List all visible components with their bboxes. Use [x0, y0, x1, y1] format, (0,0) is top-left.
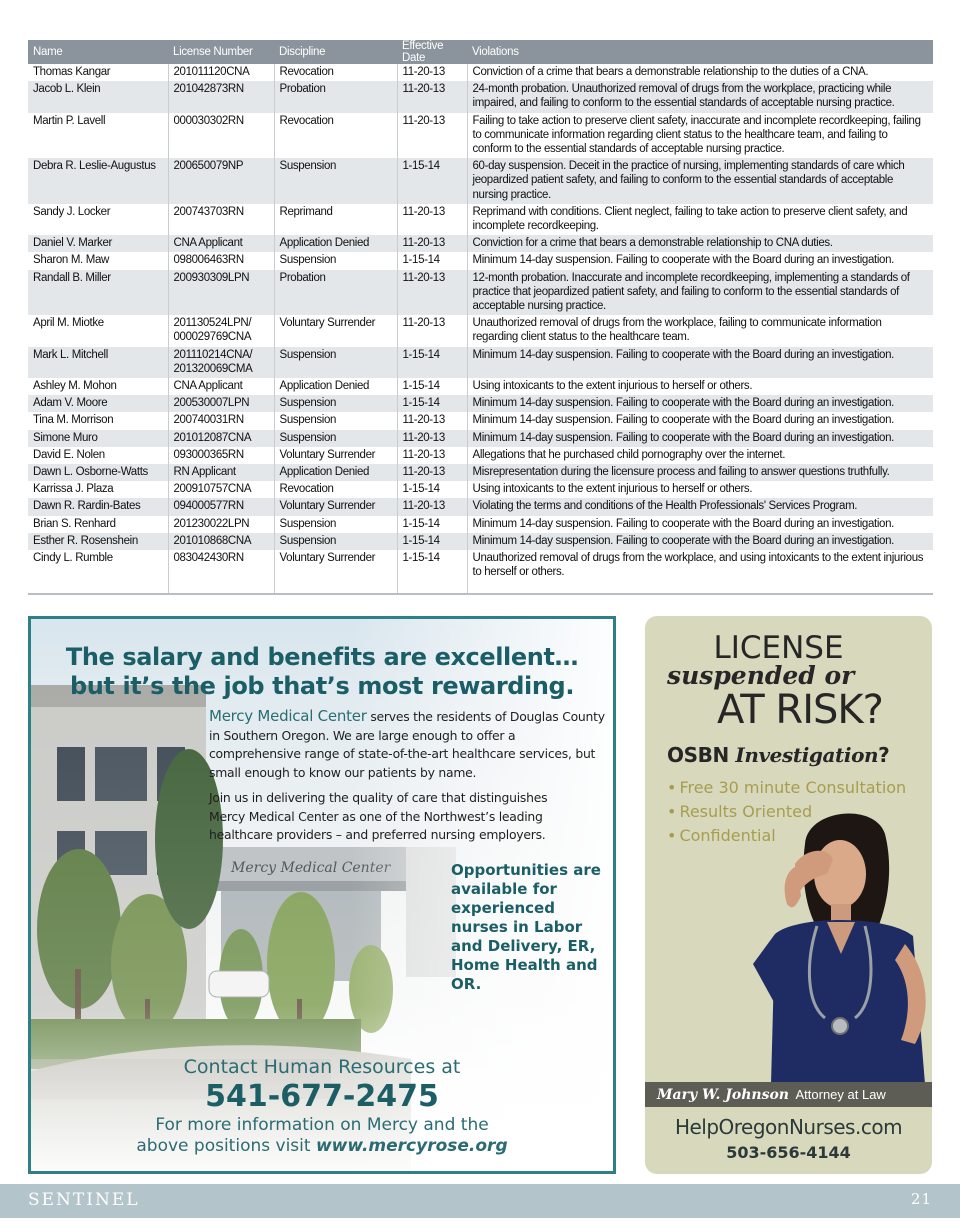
cell-effective-date: 1-15-14 — [397, 516, 467, 533]
cell-effective-date: 1-15-14 — [397, 550, 467, 593]
stressed-nurse-photo — [735, 804, 932, 1084]
cell-name: Ashley M. Mohon — [28, 378, 168, 395]
attorney-website-link[interactable]: HelpOregonNurses.com — [674, 1115, 903, 1139]
benefit-confidential: • Confidential — [667, 824, 906, 848]
cell-discipline: Voluntary Surrender — [274, 447, 397, 464]
cell-effective-date: 11-20-13 — [397, 64, 467, 81]
cell-discipline: Voluntary Surrender — [274, 315, 397, 346]
cell-name: Brian S. Renhard — [28, 516, 168, 533]
cell-violation: Conviction for a crime that bears a demonstrable relationship to CNA duties. — [467, 235, 933, 252]
cell-license-number: CNA Applicant — [168, 378, 274, 395]
table-row — [28, 64, 933, 81]
column-header-discipline: Discipline — [274, 40, 397, 64]
cell-discipline: Probation — [274, 270, 397, 316]
attorney-name: Mary W. Johnson — [657, 1087, 789, 1103]
cell-effective-date: 1-15-14 — [397, 347, 467, 378]
cell-license-number: 083042430RN — [168, 550, 274, 593]
cell-license-number: 200743703RN — [168, 204, 274, 235]
table-row — [28, 447, 933, 464]
osbn-investigation-heading — [667, 742, 889, 768]
contact-label: Contact Human Resources at — [183, 1056, 461, 1078]
cell-effective-date: 1-15-14 — [397, 395, 467, 412]
cell-violation: Minimum 14-day suspension. Failing to cooperate with the Board during an investigation. — [472, 517, 894, 530]
table-row — [28, 235, 933, 252]
discipline-table-section — [28, 40, 933, 595]
mercy-medical-ad — [28, 616, 616, 1174]
mercy-info-line-1: For more information on Mercy and the — [155, 1115, 489, 1135]
mercy-info-prefix: above positions visit — [136, 1136, 316, 1156]
cell-effective-date: 11-20-13 — [397, 315, 467, 346]
table-header — [28, 40, 933, 64]
cell-name: Mark L. Mitchell — [28, 347, 168, 378]
table-row — [28, 550, 933, 593]
cell-discipline: Suspension — [274, 412, 397, 429]
cell-license-number: 200910757CNA — [168, 481, 274, 498]
cell-license-number: 201042873RN — [168, 81, 274, 112]
cell-violation: Minimum 14-day suspension. Failing to cooperate with the Board during an investigation. — [472, 414, 894, 427]
cell-violation: Minimum 14-day suspension. Failing to cooperate with the Board during an investigation. — [467, 533, 933, 550]
cell-name: Esther R. Rosenshein — [28, 533, 168, 550]
cell-license-number: 093000365RN — [168, 447, 274, 464]
cell-discipline: Application Denied — [274, 378, 397, 395]
table-row — [28, 412, 933, 429]
cell-name: Tina M. Morrison — [28, 412, 168, 429]
table-row — [28, 533, 933, 550]
cell-discipline: Suspension — [274, 533, 397, 550]
cell-discipline: Application Denied — [274, 235, 397, 252]
cell-license-number: 200530007LPN — [168, 395, 274, 412]
table-row — [28, 481, 933, 498]
cell-effective-date: 11-20-13 — [397, 498, 467, 515]
cell-violation: Unauthorized removal of drugs from the workplace, failing to communicate information regarding client status to the healthcare team. — [472, 317, 882, 344]
cell-name: Adam V. Moore — [28, 395, 168, 412]
cell-name: Karrissa J. Plaza — [28, 481, 168, 498]
cell-name: Daniel V. Marker — [28, 235, 168, 252]
cell-discipline: Suspension — [274, 347, 397, 378]
cell-license-number: 098006463RN — [168, 252, 274, 269]
osbn-label: OSBN — [667, 743, 736, 767]
question-mark: ? — [878, 743, 890, 767]
cell-violation: 24-month probation. Unauthorized removal of drugs from the workplace, practicing while impaired, and failing to conform to the essential standards of acceptable nursing practice. — [467, 81, 933, 112]
page-number: 21 — [910, 1190, 932, 1208]
cell-name: Dawn R. Rardin-Bates — [28, 498, 168, 515]
cell-license-number: RN Applicant — [168, 464, 274, 481]
column-header-date: Effective Date — [397, 40, 467, 64]
cell-violation: 60-day suspension. Deceit in the practice of nursing, implementing standards of care which jeopardized patient safety, and failing to conform to the essential standards of acceptable nursing practice. — [467, 158, 933, 204]
mercy-phone[interactable]: 541-677-2475 — [205, 1079, 439, 1114]
table-row — [28, 315, 933, 346]
cell-license-number: 201012087CNA — [168, 430, 274, 447]
table-row — [28, 347, 933, 378]
cell-violation: Minimum 14-day suspension. Failing to cooperate with the Board during an investigation. — [467, 430, 933, 447]
cell-effective-date: 11-20-13 — [397, 464, 467, 481]
cell-violation: 12-month probation. Inaccurate and incomplete recordkeeping, implementing a standards of practice that jeopardized patient safety, and failing to conform to the essential standards of acceptable nursing practice. — [467, 270, 933, 316]
cell-violation: Using intoxicants to the extent injurious to herself or others. — [472, 380, 753, 393]
column-header-license: License Number — [168, 40, 274, 64]
cell-violation: Failing to take action to preserve client safety, inaccurate and incomplete recordkeeping, failing to communicate information regarding client status to the healthcare team, and failing to conform to the essential standards of acceptable nursing practice. — [472, 114, 921, 156]
table-row — [28, 378, 933, 395]
cell-effective-date: 11-20-13 — [397, 430, 467, 447]
cell-violation: Violating the terms and conditions of the Health Professionals' Services Program. — [467, 498, 933, 515]
cell-name: Sandy J. Locker — [28, 204, 168, 235]
cell-name: April M. Miotke — [28, 315, 168, 346]
at-risk-heading: AT RISK? — [717, 687, 883, 733]
table-row — [28, 204, 933, 235]
cell-discipline: Application Denied — [274, 464, 397, 481]
cell-violation: Unauthorized removal of drugs from the workplace, and using intoxicants to the extent injurious to herself or others. — [467, 550, 933, 593]
cell-name: Randall B. Miller — [28, 270, 168, 316]
mercy-opportunities: Opportunities are available for experienced nurses in Labor and Delivery, ER, Home Health and OR. — [451, 861, 601, 993]
mercy-contact — [31, 1055, 613, 1157]
cell-name: Cindy L. Rumble — [28, 550, 168, 593]
cell-effective-date: 11-20-13 — [397, 412, 467, 429]
column-header-violations: Violations — [467, 40, 933, 64]
page-footer — [0, 1184, 960, 1218]
cell-name: Debra R. Leslie-Augustus — [28, 158, 168, 204]
cell-effective-date: 1-15-14 — [397, 252, 467, 269]
cell-effective-date: 11-20-13 — [397, 270, 467, 316]
cell-license-number: 200740031RN — [168, 412, 274, 429]
cell-effective-date: 1-15-14 — [397, 533, 467, 550]
cell-license-number: 201010868CNA — [168, 533, 274, 550]
cell-discipline: Probation — [274, 81, 397, 112]
cell-effective-date: 11-20-13 — [397, 447, 467, 464]
table-row — [28, 498, 933, 515]
cell-violation: Minimum 14-day suspension. Failing to cooperate with the Board during an investigation. — [472, 254, 894, 267]
cell-discipline: Suspension — [274, 516, 397, 533]
cell-name: David E. Nolen — [28, 447, 168, 464]
headline-line-1: The salary and benefits are excellent… — [65, 643, 579, 671]
investigation-label: Investigation — [735, 743, 879, 767]
cell-effective-date: 11-20-13 — [397, 235, 467, 252]
mercy-intro-text: serves the residents of Douglas County in Southern Oregon. We are large enough to offer a comprehensive range of state-of-the-art healthcare services, but small enough to know our patients by name. — [209, 709, 605, 780]
mercy-join-text: Join us in delivering the quality of care that distinguishes Mercy Medical Center as one of the Northwest’s leading healthcare providers – and preferred nursing employers. — [209, 790, 548, 842]
cell-violation: Minimum 14-day suspension. Failing to cooperate with the Board during an investigation. — [467, 347, 933, 378]
cell-license-number: 200650079NP — [168, 158, 274, 204]
cell-violation: Misrepresentation during the licensure process and failing to answer questions truthfully. — [467, 464, 933, 481]
cell-discipline: Suspension — [274, 395, 397, 412]
attorney-ad — [645, 616, 932, 1174]
mercy-intro — [209, 707, 609, 782]
cell-violation: Allegations that he purchased child pornography over the internet. — [472, 448, 786, 461]
table-row — [28, 81, 933, 112]
mercy-info-line-2 — [31, 1136, 613, 1157]
attorney-phone[interactable]: 503-656-4144 — [726, 1143, 851, 1162]
cell-discipline: Suspension — [274, 430, 397, 447]
cell-license-number: CNA Applicant — [168, 235, 274, 252]
cell-effective-date: 1-15-14 — [397, 481, 467, 498]
cell-discipline: Revocation — [274, 113, 397, 159]
cell-license-number: 201230022LPN — [168, 516, 274, 533]
table-row — [28, 158, 933, 204]
cell-name: Thomas Kangar — [28, 64, 168, 81]
cell-name: Martin P. Lavell — [28, 113, 168, 159]
attorney-title: Attorney at Law — [795, 1087, 886, 1102]
table-row — [28, 270, 933, 316]
benefit-results: • Results Oriented — [667, 800, 906, 824]
attorney-name-bar — [645, 1082, 932, 1107]
table-row — [28, 395, 933, 412]
mercy-brand-name: Mercy Medical Center — [209, 707, 367, 725]
cell-discipline: Reprimand — [274, 204, 397, 235]
cell-name: Sharon M. Maw — [28, 252, 168, 269]
cell-discipline: Revocation — [274, 64, 397, 81]
cell-name: Jacob L. Klein — [28, 81, 168, 112]
table-row — [28, 464, 933, 481]
cell-discipline: Voluntary Surrender — [274, 498, 397, 515]
cell-license-number: 201130524LPN/ 000029769CNA — [168, 315, 274, 346]
table-row — [28, 430, 933, 447]
cell-license-number: 201011120CNA — [168, 64, 274, 81]
table-row — [28, 252, 933, 269]
cell-name: Simone Muro — [28, 430, 168, 447]
cell-effective-date: 11-20-13 — [397, 204, 467, 235]
mercy-headline — [31, 643, 613, 701]
cell-effective-date: 1-15-14 — [397, 378, 467, 395]
cell-effective-date: 11-20-13 — [397, 81, 467, 112]
table-body — [28, 64, 933, 594]
cell-violation: Conviction of a crime that bears a demonstrable relationship to the duties of a CNA. — [472, 66, 869, 78]
cell-discipline: Suspension — [274, 252, 397, 269]
headline-line-2: but it’s the job that’s most rewarding. — [69, 672, 575, 700]
discipline-table — [28, 40, 933, 595]
magazine-name: SENTINEL — [28, 1190, 140, 1210]
cell-discipline: Suspension — [274, 158, 397, 204]
cell-discipline: Revocation — [274, 481, 397, 498]
cell-license-number: 200930309LPN — [168, 270, 274, 316]
suspended-heading: suspended or — [667, 661, 855, 690]
cell-name: Dawn L. Osborne-Watts — [28, 464, 168, 481]
cell-discipline: Voluntary Surrender — [274, 550, 397, 593]
cell-violation: Using intoxicants to the extent injurious to herself or others. — [472, 483, 753, 496]
table-row — [28, 113, 933, 159]
cell-violation: Reprimand with conditions. Client neglect, failing to take action to preserve client safety, and incomplete recordkeeping. — [472, 205, 908, 233]
mercy-url-link[interactable]: www.mercyrose.org — [315, 1136, 508, 1156]
cell-license-number: 000030302RN — [168, 113, 274, 159]
cell-license-number: 094000577RN — [168, 498, 274, 515]
table-row — [28, 516, 933, 533]
cell-effective-date: 11-20-13 — [397, 113, 467, 159]
license-heading: LICENSE — [713, 630, 844, 666]
cell-effective-date: 1-15-14 — [397, 158, 467, 204]
column-header-name: Name — [28, 40, 168, 64]
cell-violation: Minimum 14-day suspension. Failing to cooperate with the Board during an investigation. — [467, 395, 933, 412]
benefit-consultation: • Free 30 minute Consultation — [667, 776, 906, 800]
cell-license-number: 201110214CNA/ 201320069CMA — [168, 347, 274, 378]
